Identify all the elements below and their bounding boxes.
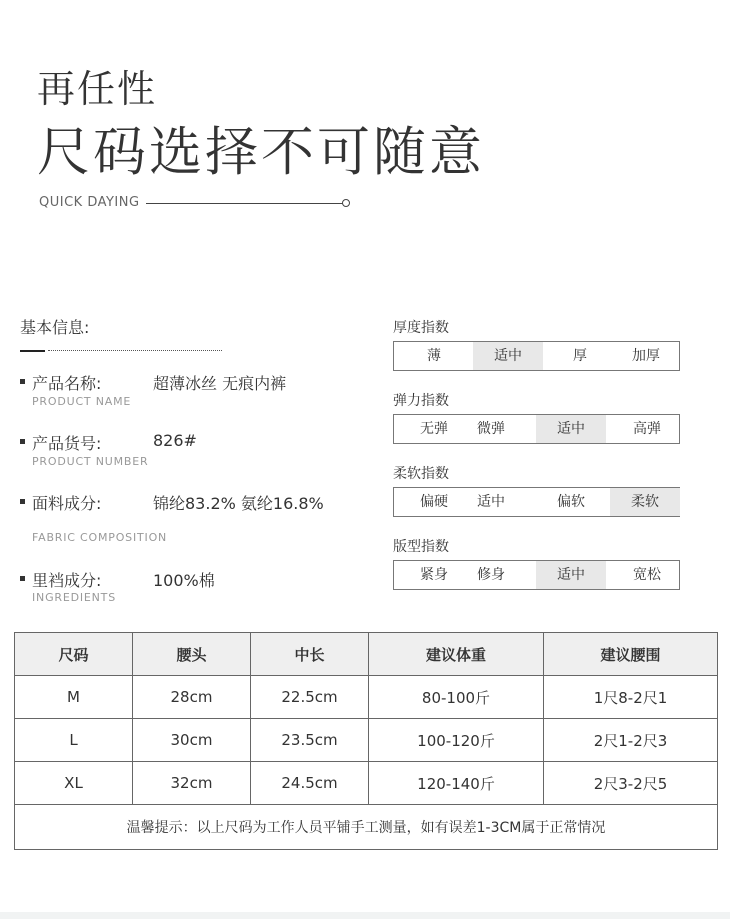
index-option: 厚 xyxy=(573,348,587,364)
table-cell: 30cm xyxy=(133,719,251,762)
table-cell: 80-100斤 xyxy=(369,676,544,719)
table-header-cell: 中长 xyxy=(251,633,369,676)
index-option: 修身 xyxy=(477,567,505,583)
table-header-cell: 尺码 xyxy=(15,633,133,676)
table-header-cell: 建议体重 xyxy=(369,633,544,676)
index-option: 紧身 xyxy=(420,567,448,583)
table-cell: L xyxy=(15,719,133,762)
info-label-en: INGREDIENTS xyxy=(32,591,116,604)
table-cell: 24.5cm xyxy=(251,762,369,805)
basic-info-title: 基本信息: xyxy=(20,318,90,337)
index-option-selected: 适中 xyxy=(473,342,543,370)
index-option-selected: 适中 xyxy=(536,415,606,443)
bullet-icon xyxy=(20,576,25,581)
size-chart-table xyxy=(14,632,718,850)
elasticity-index-scale xyxy=(393,414,680,444)
softness-index-title: 柔软指数 xyxy=(393,466,449,482)
table-cell: 23.5cm xyxy=(251,719,369,762)
info-label: 产品名称: xyxy=(32,374,102,393)
size-note: 温馨提示：以上尺码为工作人员平铺手工测量，如有误差1-3CM属于正常情况 xyxy=(15,805,718,850)
table-cell: 22.5cm xyxy=(251,676,369,719)
fit-index-scale xyxy=(393,560,680,590)
info-label: 里裆成分: xyxy=(32,571,102,590)
table-cell: 100-120斤 xyxy=(369,719,544,762)
table-header-cell: 建议腰围 xyxy=(544,633,718,676)
table-note-row xyxy=(15,805,718,850)
table-row xyxy=(15,719,718,762)
bullet-icon xyxy=(20,499,25,504)
table-row xyxy=(15,676,718,719)
header-subtitle: QUICK DAYING xyxy=(39,195,140,210)
table-row xyxy=(15,762,718,805)
index-option: 宽松 xyxy=(633,567,661,583)
basic-info-dotted-divider xyxy=(48,350,222,351)
table-header-cell: 腰头 xyxy=(133,633,251,676)
header-title-line1: 再任性 xyxy=(37,67,158,111)
info-value: 锦纶83.2% 氨纶16.8% xyxy=(153,494,324,513)
bullet-icon xyxy=(20,379,25,384)
thickness-index-title: 厚度指数 xyxy=(393,320,449,336)
table-cell: 1尺8-2尺1 xyxy=(544,676,718,719)
decorative-circle-icon xyxy=(342,199,350,207)
index-option: 适中 xyxy=(477,494,505,510)
index-option: 高弹 xyxy=(633,421,661,437)
index-option: 偏硬 xyxy=(420,494,448,510)
info-value: 100%棉 xyxy=(153,571,215,590)
table-cell: 28cm xyxy=(133,676,251,719)
softness-index-scale xyxy=(393,487,680,517)
elasticity-index-title: 弹力指数 xyxy=(393,393,449,409)
fit-index-title: 版型指数 xyxy=(393,539,449,555)
index-option: 加厚 xyxy=(632,348,660,364)
info-label: 产品货号: xyxy=(32,434,102,453)
info-value: 超薄冰丝 无痕内裤 xyxy=(153,374,287,393)
index-option: 薄 xyxy=(427,348,441,364)
table-cell: 2尺1-2尺3 xyxy=(544,719,718,762)
index-option: 微弹 xyxy=(477,421,505,437)
table-header-row xyxy=(15,633,718,676)
thickness-index-scale xyxy=(393,341,680,371)
index-option: 无弹 xyxy=(420,421,448,437)
info-label-en: PRODUCT NUMBER xyxy=(32,455,149,468)
table-cell: 120-140斤 xyxy=(369,762,544,805)
info-label: 面料成分: xyxy=(32,494,102,513)
table-cell: 2尺3-2尺5 xyxy=(544,762,718,805)
index-option: 偏软 xyxy=(557,494,585,510)
table-cell: 32cm xyxy=(133,762,251,805)
bottom-strip xyxy=(0,912,730,919)
header-title-line2: 尺码选择不可随意 xyxy=(37,122,485,183)
basic-info-underline xyxy=(20,350,45,352)
decorative-line xyxy=(146,203,343,204)
index-option-selected: 适中 xyxy=(536,561,606,589)
info-label-en: PRODUCT NAME xyxy=(32,395,132,408)
bullet-icon xyxy=(20,439,25,444)
table-cell: M xyxy=(15,676,133,719)
index-option-selected: 柔软 xyxy=(610,488,680,516)
table-cell: XL xyxy=(15,762,133,805)
info-value: 826# xyxy=(153,431,197,450)
info-label-en: FABRIC COMPOSITION xyxy=(32,531,168,544)
